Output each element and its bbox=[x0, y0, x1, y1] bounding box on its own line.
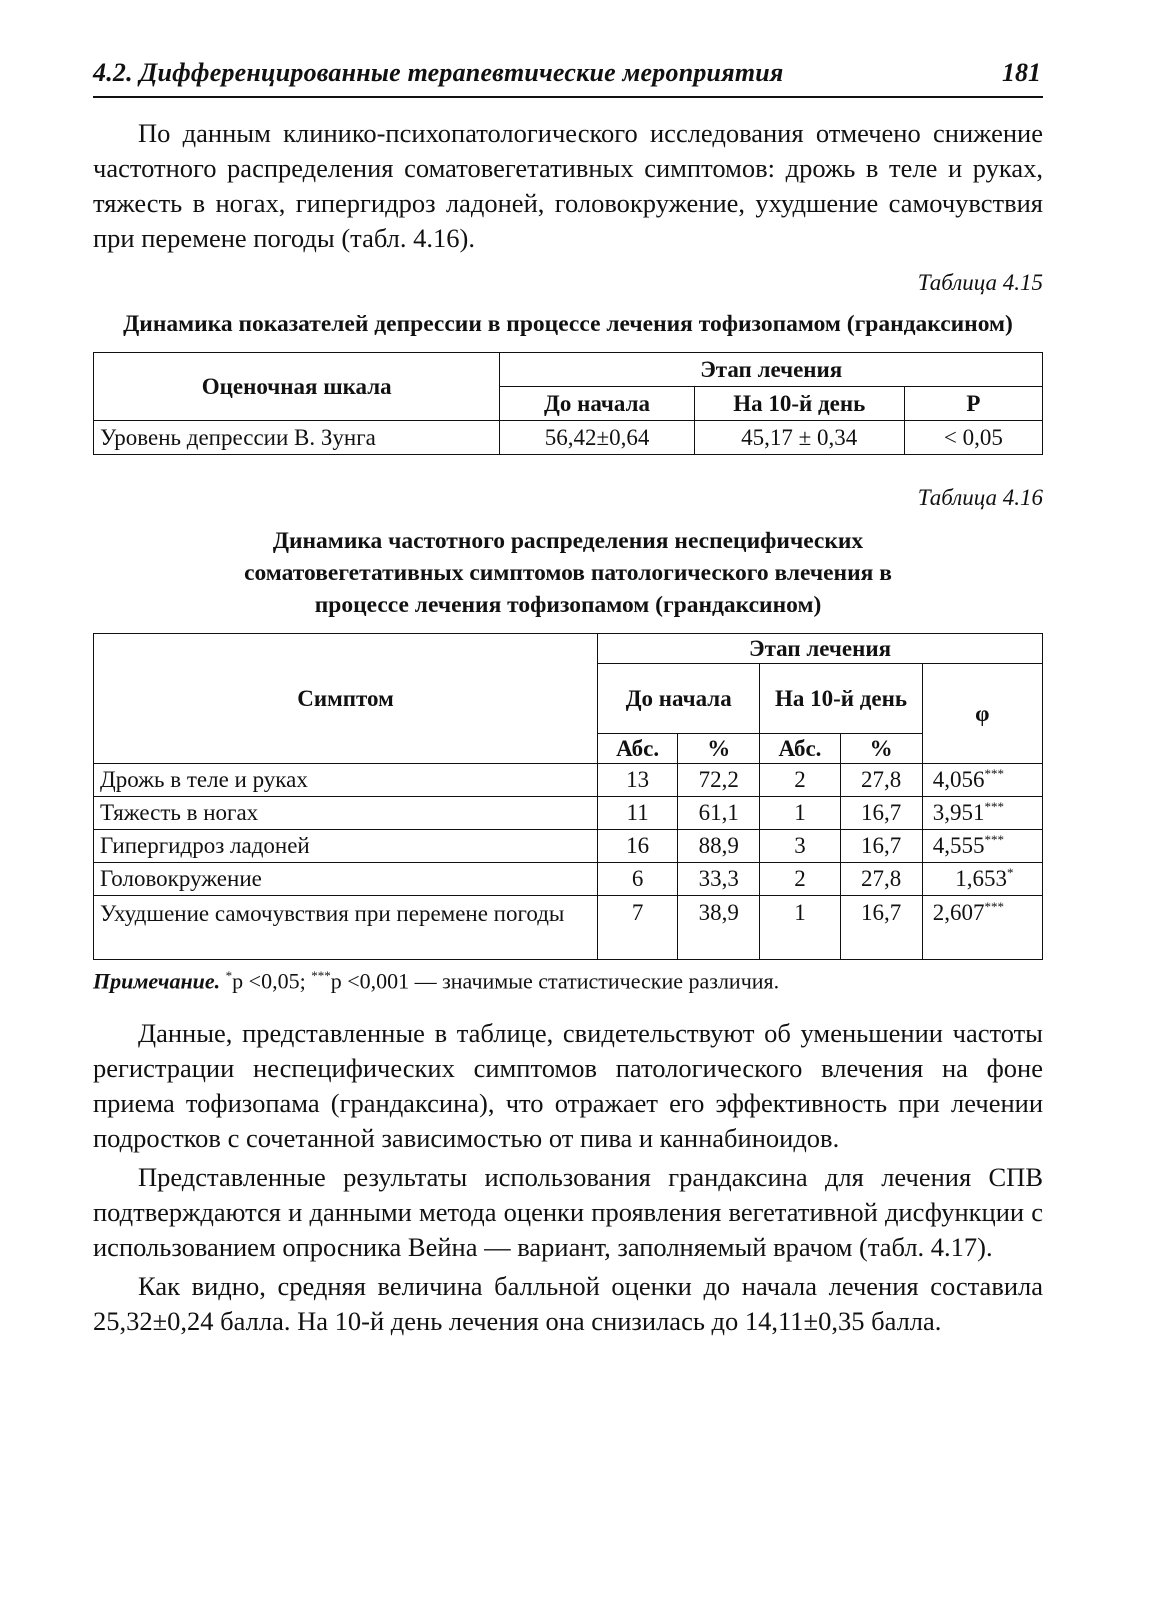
chapter-title: 4.2. Дифференцированные терапевтические мероприятия bbox=[93, 58, 784, 87]
cell-abs-before: 13 bbox=[598, 764, 678, 797]
cell-pct-before: 88,9 bbox=[678, 830, 760, 863]
header-p: P bbox=[904, 387, 1042, 421]
table-row bbox=[94, 797, 1043, 830]
phi-value: 3,951 bbox=[932, 800, 985, 825]
table-4-16-title: Динамика частотного распределения неспецифических соматовегетативных симптомов патологического влечения в процессе лечения тофизопамом (грандаксином) bbox=[244, 528, 892, 618]
phi-value: 1,653 bbox=[955, 866, 1007, 891]
table-4-16 bbox=[93, 633, 1043, 960]
cell-abs-before: 16 bbox=[598, 830, 678, 863]
cell-before: 56,42±0,64 bbox=[500, 421, 694, 455]
header-before: До начала bbox=[500, 387, 694, 421]
cell-abs-day10: 2 bbox=[760, 863, 840, 896]
cell-symptom: Дрожь в теле и руках bbox=[94, 764, 598, 797]
significance-mark: *** bbox=[984, 899, 1004, 914]
header-before: До начала bbox=[598, 664, 760, 734]
header-pct-day10: % bbox=[840, 734, 922, 764]
cell-phi bbox=[922, 863, 1042, 896]
note-sig-triple: *** bbox=[311, 968, 331, 983]
cell-phi bbox=[922, 797, 1042, 830]
cell-day10: 45,17 ± 0,34 bbox=[694, 421, 904, 455]
cell-scale: Уровень депрессии В. Зунга bbox=[94, 421, 500, 455]
table-row bbox=[94, 764, 1043, 797]
header-day10: На 10-й день bbox=[760, 664, 922, 734]
running-header bbox=[93, 50, 1043, 98]
cell-abs-day10: 3 bbox=[760, 830, 840, 863]
cell-symptom: Головокружение bbox=[94, 863, 598, 896]
header-phi: φ bbox=[922, 664, 1042, 764]
cell-pct-day10: 27,8 bbox=[840, 764, 922, 797]
header-pct-before: % bbox=[678, 734, 760, 764]
cell-abs-before: 6 bbox=[598, 863, 678, 896]
significance-mark: *** bbox=[984, 799, 1004, 814]
cell-abs-day10: 2 bbox=[760, 764, 840, 797]
phi-value: 4,056 bbox=[932, 767, 985, 792]
header-stage: Этап лечения bbox=[598, 634, 1043, 664]
table-row bbox=[94, 830, 1043, 863]
paragraph-conclusion: Данные, представленные в таблице, свидетельствуют об уменьшении частоты регистрации неспецифических симптомов патологического влечения на фоне приема тофизопама (грандаксина), что отражает его эффективность при лечении подростков с сочетанной зависимостью от пива и каннабиноидов. bbox=[93, 1018, 1043, 1154]
table-row bbox=[94, 421, 1043, 455]
header-scale: Оценочная шкала bbox=[94, 353, 500, 421]
cell-pct-day10: 27,8 bbox=[840, 863, 922, 896]
header-day10: На 10-й день bbox=[694, 387, 904, 421]
header-symptom: Симптом bbox=[94, 634, 598, 764]
cell-pct-day10: 16,7 bbox=[840, 797, 922, 830]
cell-phi bbox=[922, 896, 1042, 960]
table-note bbox=[93, 968, 1043, 994]
phi-value: 2,607 bbox=[932, 900, 985, 925]
paragraph-scores: Как видно, средняя величина балльной оценки до начала лечения составила 25,32±0,24 балла. На 10-й день лечения она снизилась до 14,11±0,35 балла. bbox=[93, 1271, 1043, 1337]
cell-pct-before: 38,9 bbox=[678, 896, 760, 960]
paragraph-intro: По данным клинико-психопатологического исследования отмечено снижение частотного распределения соматовегетативных симптомов: дрожь в теле и руках, тяжесть в ногах, гипергидроз ладоней, головокружение, ухудшение самочувствия при перемене погоды (табл. 4.16). bbox=[93, 118, 1043, 253]
cell-phi bbox=[922, 764, 1042, 797]
note-text-2: р <0,001 — значимые статистические различия. bbox=[330, 968, 780, 994]
header-stage: Этап лечения bbox=[500, 353, 1043, 387]
cell-pct-day10: 16,7 bbox=[840, 830, 922, 863]
note-sig-single: * bbox=[225, 968, 233, 983]
cell-symptom: Ухудшение самочувствия при перемене погоды bbox=[94, 896, 598, 960]
phi-value: 4,555 bbox=[932, 833, 985, 858]
header-abs-day10: Абс. bbox=[760, 734, 840, 764]
table-4-15-caption: Таблица 4.15 bbox=[917, 270, 1043, 295]
significance-mark: * bbox=[1006, 865, 1014, 880]
table-row bbox=[94, 896, 1043, 960]
header-abs-before: Абс. bbox=[598, 734, 678, 764]
cell-pct-before: 33,3 bbox=[678, 863, 760, 896]
cell-abs-before: 11 bbox=[598, 797, 678, 830]
table-4-15 bbox=[93, 352, 1043, 455]
table-4-15-title: Динамика показателей депрессии в процессе лечения тофизопамом (грандаксином) bbox=[123, 311, 1013, 337]
cell-pct-before: 61,1 bbox=[678, 797, 760, 830]
note-text-1: р <0,05; bbox=[232, 968, 306, 994]
cell-p: < 0,05 bbox=[904, 421, 1042, 455]
significance-mark: *** bbox=[984, 832, 1004, 847]
book-page bbox=[93, 50, 1043, 1339]
cell-abs-day10: 1 bbox=[760, 797, 840, 830]
table-4-16-caption: Таблица 4.16 bbox=[917, 485, 1043, 510]
cell-pct-before: 72,2 bbox=[678, 764, 760, 797]
cell-pct-day10: 16,7 bbox=[840, 896, 922, 960]
cell-symptom: Гипергидроз ладоней bbox=[94, 830, 598, 863]
note-label: Примечание. bbox=[93, 968, 221, 994]
cell-symptom: Тяжесть в ногах bbox=[94, 797, 598, 830]
page-number: 181 bbox=[1002, 58, 1041, 87]
table-row bbox=[94, 863, 1043, 896]
significance-mark: *** bbox=[984, 766, 1004, 781]
paragraph-weyne: Представленные результаты использования грандаксина для лечения СПВ подтверждаются и данными метода оценки проявления вегетативной дисфункции с использованием опросника Вейна — вариант, заполняемый врачом (табл. 4.17). bbox=[93, 1162, 1043, 1263]
cell-abs-day10: 1 bbox=[760, 896, 840, 960]
cell-abs-before: 7 bbox=[598, 896, 678, 960]
cell-phi bbox=[922, 830, 1042, 863]
